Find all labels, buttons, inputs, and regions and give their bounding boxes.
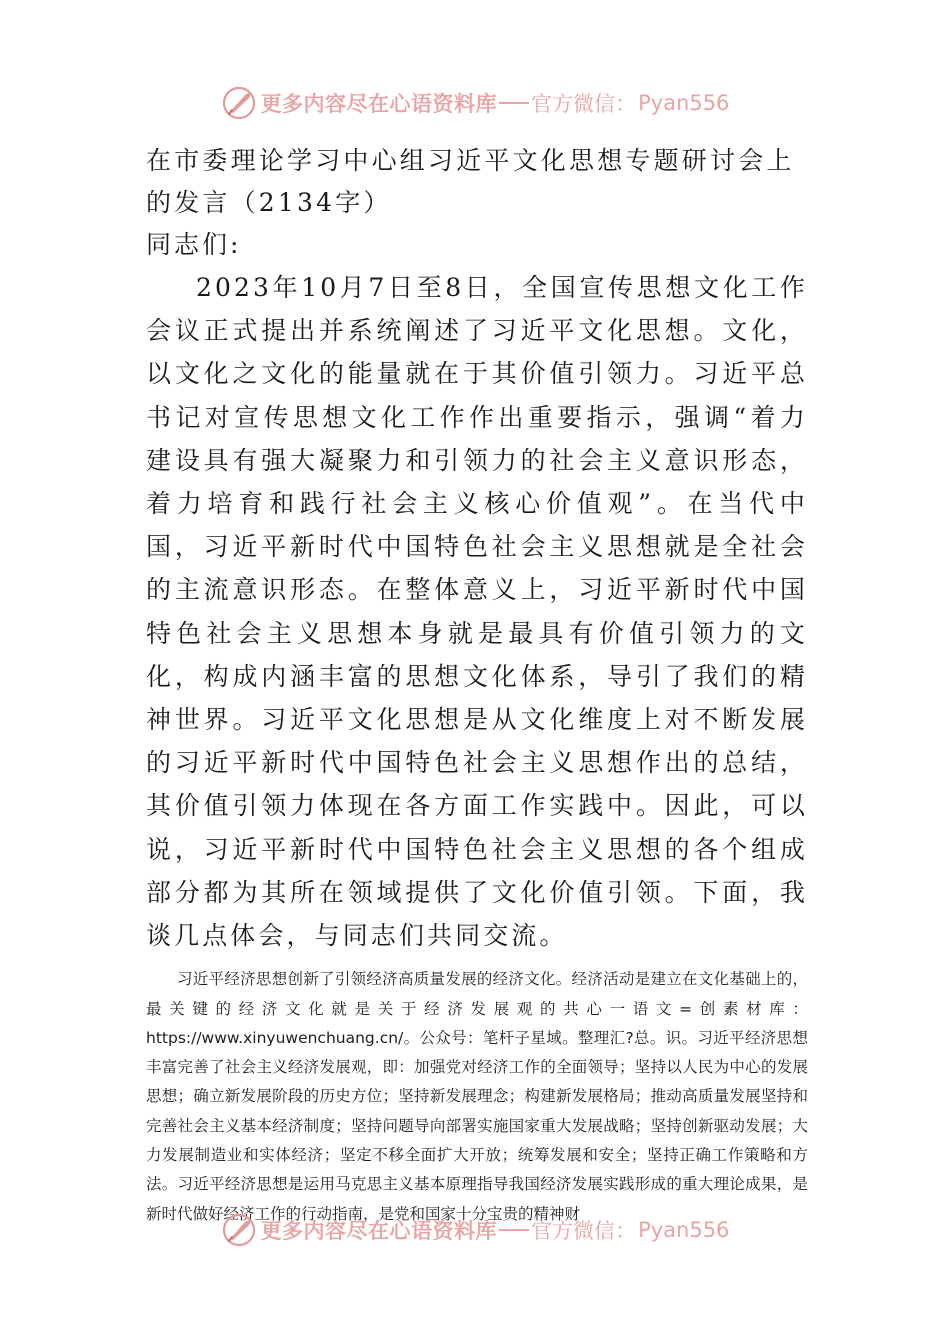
document-title: 在市委理论学习中心组习近平文化思想专题研讨会上的发言（2134字） bbox=[146, 146, 795, 217]
watermark-site-text: 更多内容尽在心语资料库 bbox=[260, 1219, 498, 1243]
watermark-site-text: 更多内容尽在心语资料库 bbox=[260, 92, 498, 116]
watermark-dash bbox=[499, 1229, 529, 1231]
watermark-wechat-id: Pyan556 bbox=[638, 1218, 730, 1242]
watermark-dash bbox=[499, 102, 529, 104]
watermark-wechat-id: Pyan556 bbox=[638, 91, 730, 115]
quill-pen-icon bbox=[221, 85, 257, 121]
top-watermark-banner bbox=[0, 80, 950, 126]
paragraph-economic-thought: 习近平经济思想创新了引领经济高质量发展的经济文化。经济活动是建立在文化基础上的，最关键的经济文化就是关于经济发展观的共心一语文=创素材库：https://www.xinyuwenchuang.cn/。公众号：笔杆子星域。整理汇?总。识。习近平经济思想丰富完善了社会主义经济发展观，即：加强党对经济工作的全面领导；坚持以人民为中心的发展思想；确立新发展阶段的历史方位；坚持新发展理念；构建新发展格局；推动高质量发展坚持和完善社会主义基本经济制度；坚持问题导向部署实施国家重大发展战略；坚持创新驱动发展；大力发展制造业和实体经济；坚定不移全面扩大开放；统筹发展和安全；坚持正确工作策略和方法。习近平经济思想是运用马克思主义基本原理指导我国经济发展实践形成的重大理论成果，是新时代做好经济工作的行动指南，是党和国家十分宝贵的精神财 bbox=[146, 970, 808, 1223]
document-body bbox=[146, 140, 808, 1229]
paragraph-intro: 2023年10月7日至8日，全国宣传思想文化工作会议正式提出并系统阐述了习近平文化思想。文化，以文化之文化的能量就在于其价值引领力。习近平总书记对宣传思想文化工作作出重要指示，强调“着力建设具有强大凝聚力和引领力的社会主义意识形态，着力培育和践行社会主义核心价值观”。在当代中国，习近平新时代中国特色社会主义思想就是全社会的主流意识形态。在整体意义上，习近平新时代中国特色社会主义思想本身就是最具有价值引领力的文化，构成内涵丰富的思想文化体系，导引了我们的精神世界。习近平文化思想是从文化维度上对不断发展的习近平新时代中国特色社会主义思想作出的总结，其价值引领力体现在各方面工作实践中。因此，可以说，习近平新时代中国特色社会主义思想的各个组成部分都为其所在领域提供了文化价值引领。下面，我谈几点体会，与同志们共同交流。 bbox=[146, 273, 808, 951]
bottom-watermark-banner bbox=[0, 1207, 950, 1253]
greeting: 同志们: bbox=[146, 230, 242, 259]
quill-pen-icon bbox=[221, 1212, 257, 1248]
watermark-wechat-label: 官方微信： bbox=[531, 92, 637, 116]
watermark-wechat-label: 官方微信： bbox=[531, 1219, 637, 1243]
